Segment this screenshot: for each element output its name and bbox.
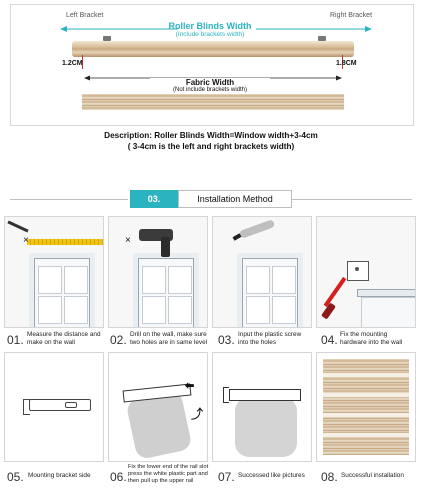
window-frame [237,253,303,328]
description-line-1: Description: Roller Blinds Width=Window width+3-4cm [104,131,318,140]
window-frame [133,253,199,328]
step-5-illustration [4,352,104,462]
heading-rule-right [292,199,412,200]
step-4-illustration [316,216,416,328]
window-frame [29,253,95,328]
step-4-text: Fix the mounting hardware into the wall [340,331,403,346]
step-2-number: 02. [110,333,127,347]
fabric-width-sub: (Not include brackets width) [172,87,248,93]
blind-top-rail [72,41,354,57]
mark-x-icon: × [23,235,29,246]
blind-fabric [82,94,344,110]
rail-icon [29,399,91,411]
step-8-text: Successful installation [341,472,404,479]
step-2-illustration [108,216,208,328]
step-4-number: 04. [321,333,338,347]
installed-cap-icon [235,397,297,457]
step-6-illustration [108,352,208,462]
step-7-text: Successed like pictures [238,472,305,479]
arrow-up-icon: ⤴ [191,407,204,421]
section-number: 03. [130,190,178,208]
step-5-number: 05. [7,470,24,484]
step-8-number: 08. [321,470,338,484]
step-8-illustration [316,352,416,462]
step-2-text: Drill on the wall, make sure two holes are in same level [130,331,208,346]
arrow-left-icon: ⬅ [185,380,195,392]
rail-icon [229,389,301,401]
roller-width-sub: (Include brackets width) [175,31,245,38]
roller-width-title: Roller Blinds Width [168,21,252,31]
right-offset-label: 1.8CM [336,60,357,67]
step-3-number: 03. [218,333,235,347]
step-1-illustration [4,216,104,328]
step-5-text: Mounting bracket side [28,472,91,479]
section-title: Installation Method [178,190,292,208]
fabric-width-title: Fabric Width [150,78,270,87]
step-6-text: Fix the lower end of the rail slot press the white plastic part and then pull up the upper rail [128,464,209,484]
measuring-tape [27,239,103,245]
step-7-number: 07. [218,470,235,484]
step-1-text: Measure the distance and make on the wall [27,331,101,346]
step-3-text: Input the plastic screw into the holes [238,331,302,346]
step-7-illustration [212,352,312,462]
right-bracket-label: Right Bracket [330,12,373,19]
mark-x-icon: × [125,235,131,246]
mounting-bracket-icon [347,261,369,281]
step-6-number: 06. [110,470,127,484]
left-bracket-label: Left Bracket [66,12,104,19]
description-line-2: ( 3-4cm is the left and right brackets width) [127,142,295,151]
window-top-edge [357,289,416,297]
step-3-illustration [212,216,312,328]
left-offset-label: 1.2CM [62,60,83,67]
step-1-number: 01. [7,333,24,347]
drill-handle [161,237,170,257]
heading-rule-left [10,199,128,200]
